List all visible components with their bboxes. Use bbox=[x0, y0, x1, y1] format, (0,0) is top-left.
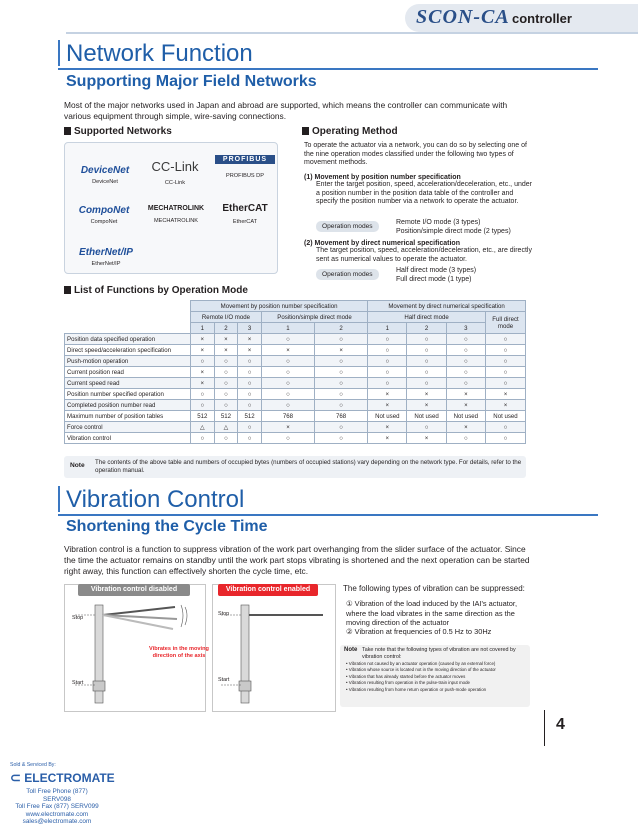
table-cell: ○ bbox=[446, 334, 485, 345]
table-cell: × bbox=[407, 433, 446, 444]
footer-web[interactable]: www.electromate.com bbox=[25, 810, 89, 818]
table-cell: × bbox=[486, 389, 526, 400]
method2-mode-b: Full direct mode (1 type) bbox=[396, 276, 472, 283]
footer-fax: Toll Free Fax (877) SERV099 bbox=[15, 803, 99, 811]
page-number: 4 bbox=[556, 716, 565, 733]
network-devicenet bbox=[75, 165, 135, 185]
footer-phone: Toll Free Phone (877) SERV098 bbox=[26, 788, 88, 803]
table-cell: × bbox=[446, 422, 485, 433]
row-label: Current position read bbox=[65, 367, 191, 378]
mode-number: 1 bbox=[191, 323, 215, 334]
section-bar bbox=[58, 486, 60, 512]
mechatrolink-logo: MECHATROLINK bbox=[147, 205, 205, 212]
method1-mode-b: Position/simple direct mode (2 types) bbox=[396, 228, 511, 235]
network-ethernetip bbox=[69, 247, 143, 267]
method1-mode-a: Remote I/O mode (3 types) bbox=[396, 219, 481, 226]
header-rule bbox=[66, 32, 638, 34]
table-cell: ○ bbox=[315, 389, 368, 400]
table-row bbox=[65, 345, 526, 356]
bullet-text: Vibration that has already started before the actuator moves bbox=[348, 673, 466, 679]
disabled-label: Vibration control disabled bbox=[78, 584, 190, 596]
network-mechatrolink bbox=[141, 205, 211, 224]
vibration-note-text: Take note that the following types of vibration are not covered by vibration control: bbox=[362, 647, 516, 660]
table-row bbox=[65, 334, 526, 345]
table-cell: ○ bbox=[238, 367, 262, 378]
table-cell: ○ bbox=[486, 367, 526, 378]
mode-number: 1 bbox=[368, 323, 407, 334]
table-cell: ○ bbox=[368, 367, 407, 378]
profibus-logo: PROFIBUS bbox=[215, 155, 275, 164]
table-cell: ○ bbox=[486, 422, 526, 433]
table-cell: ○ bbox=[368, 356, 407, 367]
profibus-label: PROFIBUS DP bbox=[226, 173, 264, 179]
footer-company: ELECTROMATE bbox=[24, 771, 115, 785]
table-cell: ○ bbox=[368, 334, 407, 345]
vibrates-label: Vibrates in the moving direction of the axis bbox=[149, 646, 209, 659]
table-cell: ○ bbox=[261, 356, 314, 367]
product-subtitle: controller bbox=[512, 11, 572, 26]
network-intro: Most of the major networks used in Japan and abroad are supported, which means the controller can communicate with various equipment through simple, wire-saving connections. bbox=[64, 100, 508, 121]
table-cell: ○ bbox=[191, 433, 215, 444]
table-cell: Not used bbox=[486, 411, 526, 422]
mode-number: 1 bbox=[261, 323, 314, 334]
table-cell: × bbox=[238, 345, 262, 356]
vibration-intro: Vibration control is a function to suppress vibration of the work part overhanging from the slider surface of the actuator. Since the time the actuator remains on standby until the work part stops vibrating is shortened and the next operation can be started right away, this function can effectively shorten the cycle time, etc. bbox=[64, 544, 530, 576]
table-cell: ○ bbox=[315, 400, 368, 411]
method2-title: (2) Movement by direct numerical specification bbox=[304, 240, 460, 247]
table-cell: × bbox=[486, 400, 526, 411]
bullet-text: Vibration resulting from home return operation or push-mode operation bbox=[348, 686, 487, 692]
table-cell: ○ bbox=[446, 356, 485, 367]
mode-remote-io: Remote I/O mode bbox=[191, 312, 262, 323]
bullet-dot-icon: • bbox=[346, 680, 349, 686]
table-cell: 512 bbox=[191, 411, 215, 422]
table-cell: ○ bbox=[261, 400, 314, 411]
table-cell: × bbox=[368, 400, 407, 411]
table-cell: Not used bbox=[368, 411, 407, 422]
table-cell: × bbox=[446, 389, 485, 400]
operating-intro: To operate the actuator via a network, you can do so by selecting one of the nine operation modes classified under the following two types of movement methods. bbox=[304, 142, 527, 167]
table-cell: △ bbox=[214, 422, 238, 433]
operating-method-heading: Operating Method bbox=[302, 126, 398, 137]
footer-sold-by: Sold & Serviced By: bbox=[10, 762, 56, 768]
product-logo: SCON-CA bbox=[416, 6, 510, 28]
table-cell: ○ bbox=[191, 389, 215, 400]
vibration-type-1: ① Vibration of the load induced by the IAI's actuator, where the load vibrates in the same direction as the moving direction of the actuator bbox=[346, 599, 518, 627]
bullet-text: Vibration not caused by an actuator operation (caused by an external force) bbox=[348, 661, 496, 666]
network-subtitle: Supporting Major Field Networks bbox=[66, 73, 317, 90]
vibration-types-heading: The following types of vibration can be suppressed: bbox=[343, 584, 525, 593]
method2-desc: The target position, speed, acceleration/deceleration, etc., are directly sent as numerical values to operate the actuator. bbox=[316, 247, 532, 263]
note-label: Note bbox=[70, 462, 85, 469]
company-swirl-icon: ⊂ bbox=[10, 770, 21, 785]
table-cell: ○ bbox=[238, 400, 262, 411]
table-cell: × bbox=[368, 389, 407, 400]
mode-number: 3 bbox=[238, 323, 262, 334]
componet-label: CompoNet bbox=[90, 219, 118, 225]
bullet-dot-icon: • bbox=[346, 673, 349, 679]
supported-networks-box bbox=[64, 142, 278, 274]
enabled-stop-label: Stop bbox=[218, 611, 230, 617]
table-cell: ○ bbox=[486, 345, 526, 356]
table-cell: ○ bbox=[315, 422, 368, 433]
section-rule bbox=[58, 68, 598, 70]
cclink-logo: CC-Link bbox=[151, 159, 199, 174]
section-bar bbox=[58, 40, 60, 66]
bullet-dot-icon: • bbox=[346, 661, 349, 666]
group-position-number: Movement by position number specification bbox=[191, 301, 368, 312]
table-row bbox=[65, 433, 526, 444]
table-cell: ○ bbox=[214, 433, 238, 444]
enabled-actuator-drawing bbox=[213, 585, 335, 711]
table-cell: 512 bbox=[238, 411, 262, 422]
row-label: Vibration control bbox=[65, 433, 191, 444]
table-cell: ○ bbox=[214, 356, 238, 367]
table-cell: ○ bbox=[191, 356, 215, 367]
table-cell: × bbox=[191, 334, 215, 345]
mode-half-direct: Half direct mode bbox=[368, 312, 486, 323]
method1-modes-pill: Operation modes bbox=[316, 221, 379, 232]
table-cell: × bbox=[315, 345, 368, 356]
ethercat-logo: EtherCAT bbox=[222, 203, 268, 214]
vibration-note-label: Note bbox=[344, 647, 358, 653]
table-cell: ○ bbox=[214, 378, 238, 389]
row-label: Maximum number of position tables bbox=[65, 411, 191, 422]
network-cclink bbox=[145, 159, 205, 186]
network-profibus bbox=[215, 155, 275, 179]
table-cell: Not used bbox=[407, 411, 446, 422]
table-cell: × bbox=[191, 378, 215, 389]
mode-number: 2 bbox=[315, 323, 368, 334]
page-header bbox=[0, 0, 638, 36]
row-label: Completed position number read bbox=[65, 400, 191, 411]
table-cell: × bbox=[191, 345, 215, 356]
table-cell: ○ bbox=[315, 334, 368, 345]
table-corner bbox=[65, 301, 191, 312]
table-cell: ○ bbox=[368, 345, 407, 356]
table-row bbox=[65, 378, 526, 389]
row-label: Push-motion operation bbox=[65, 356, 191, 367]
table-cell: ○ bbox=[238, 378, 262, 389]
table-row bbox=[65, 411, 526, 422]
functions-table bbox=[64, 300, 526, 444]
table-cell: ○ bbox=[446, 345, 485, 356]
mode-number: 2 bbox=[214, 323, 238, 334]
table-cell: ○ bbox=[407, 356, 446, 367]
table-cell: 768 bbox=[315, 411, 368, 422]
table-cell: △ bbox=[191, 422, 215, 433]
table-cell: ○ bbox=[446, 378, 485, 389]
table-cell: × bbox=[407, 400, 446, 411]
supported-networks-heading: Supported Networks bbox=[64, 126, 172, 137]
network-section-title: Network Function bbox=[66, 40, 253, 67]
table-cell: ○ bbox=[261, 378, 314, 389]
table-cell: ○ bbox=[315, 367, 368, 378]
functions-heading: List of Functions by Operation Mode bbox=[64, 285, 248, 296]
table-cell: ○ bbox=[446, 433, 485, 444]
table-cell: ○ bbox=[214, 389, 238, 400]
table-cell: ○ bbox=[407, 378, 446, 389]
vibration-bullet-list bbox=[346, 661, 532, 693]
vibration-subtitle: Shortening the Cycle Time bbox=[66, 518, 268, 535]
table-cell: ○ bbox=[261, 389, 314, 400]
devicenet-label: DeviceNet bbox=[92, 179, 118, 185]
method2-mode-a: Half direct mode (3 types) bbox=[396, 267, 477, 274]
table-cell: Not used bbox=[446, 411, 485, 422]
row-label: Current speed read bbox=[65, 378, 191, 389]
vibration-section-title: Vibration Control bbox=[66, 486, 245, 513]
table-cell: ○ bbox=[368, 378, 407, 389]
mode-position-simple: Position/simple direct mode bbox=[261, 312, 367, 323]
table-cell: × bbox=[368, 422, 407, 433]
table-cell: × bbox=[238, 334, 262, 345]
vibration-bullet bbox=[346, 687, 532, 693]
network-ethercat bbox=[215, 203, 275, 225]
table-cell: ○ bbox=[238, 389, 262, 400]
table-cell: ○ bbox=[261, 367, 314, 378]
table-cell: ○ bbox=[238, 433, 262, 444]
bullet-text: Vibration resulting from operation in the pulse-train input mode bbox=[348, 680, 470, 686]
table-cell: 512 bbox=[214, 411, 238, 422]
table-cell: ○ bbox=[315, 356, 368, 367]
bullet-text: Vibration whose source is located not in the moving direction of the actuator bbox=[348, 667, 496, 673]
table-cell: ○ bbox=[261, 334, 314, 345]
figure-enabled bbox=[212, 584, 336, 712]
mechatrolink-label: MECHATROLINK bbox=[153, 218, 199, 224]
table-cell: ○ bbox=[486, 433, 526, 444]
enabled-label: Vibration control enabled bbox=[218, 584, 318, 596]
bullet-dot-icon: • bbox=[346, 667, 349, 673]
table-cell: ○ bbox=[407, 334, 446, 345]
network-componet bbox=[71, 205, 137, 225]
disabled-start-label: Start bbox=[72, 680, 84, 686]
table-cell: ○ bbox=[238, 422, 262, 433]
table-cell: × bbox=[261, 422, 314, 433]
mode-number: 2 bbox=[407, 323, 446, 334]
table-cell: ○ bbox=[315, 378, 368, 389]
footer-email[interactable]: sales@electromate.com bbox=[22, 818, 92, 826]
ethercat-label: EtherCAT bbox=[232, 219, 258, 225]
mode-number: 3 bbox=[446, 323, 485, 334]
vibration-type-2: ② Vibration at frequencies of 0.5 Hz to 30Hz bbox=[346, 627, 492, 636]
table-cell: ○ bbox=[486, 334, 526, 345]
row-label: Position number specified operation bbox=[65, 389, 191, 400]
table-corner bbox=[65, 323, 191, 334]
table-cell: × bbox=[261, 345, 314, 356]
table-cell: ○ bbox=[486, 356, 526, 367]
table-cell: × bbox=[407, 389, 446, 400]
group-direct-numerical: Movement by direct numerical specification bbox=[368, 301, 526, 312]
table-cell: ○ bbox=[238, 356, 262, 367]
table-row bbox=[65, 356, 526, 367]
table-cell: × bbox=[446, 400, 485, 411]
method1-desc: Enter the target position, speed, acceleration/deceleration, etc., under a position number in the position data table of the controller and specify the position number via a network to operate the actuator. bbox=[316, 181, 532, 206]
enabled-start-label: Start bbox=[218, 677, 230, 683]
componet-logo: CompoNet bbox=[78, 205, 130, 216]
footer-company-logo bbox=[10, 770, 115, 786]
table-cell: ○ bbox=[446, 367, 485, 378]
devicenet-logo: DeviceNet bbox=[80, 165, 130, 176]
method1-title: (1) Movement by position number specification bbox=[304, 174, 461, 181]
table-corner bbox=[65, 312, 191, 323]
table-row bbox=[65, 389, 526, 400]
ethernetip-label: EtherNet/IP bbox=[91, 261, 121, 267]
section-rule bbox=[58, 514, 598, 516]
table-cell: × bbox=[191, 367, 215, 378]
table-row bbox=[65, 367, 526, 378]
table-cell: ○ bbox=[191, 400, 215, 411]
method2-modes-pill: Operation modes bbox=[316, 269, 379, 280]
table-cell: ○ bbox=[407, 345, 446, 356]
table-row bbox=[65, 400, 526, 411]
table-cell: ○ bbox=[407, 367, 446, 378]
table-cell: ○ bbox=[486, 378, 526, 389]
note-text: The contents of the above table and numbers of occupied bytes (numbers of occupied stations) vary depending on the network type. For details, refer to the operation manual. bbox=[95, 459, 522, 474]
cclink-label: CC-Link bbox=[164, 180, 186, 186]
table-cell: 768 bbox=[261, 411, 314, 422]
row-label: Force control bbox=[65, 422, 191, 433]
row-label: Position data specified operation bbox=[65, 334, 191, 345]
table-cell: ○ bbox=[407, 422, 446, 433]
table-cell: ○ bbox=[315, 433, 368, 444]
functions-note bbox=[64, 456, 526, 478]
table-cell: × bbox=[368, 433, 407, 444]
table-cell: ○ bbox=[214, 367, 238, 378]
row-label: Direct speed/acceleration specification bbox=[65, 345, 191, 356]
table-cell: × bbox=[214, 334, 238, 345]
ethernetip-logo: EtherNet/IP bbox=[79, 247, 133, 258]
page-number-rule bbox=[544, 710, 545, 746]
footer-contact bbox=[14, 788, 100, 826]
table-cell: × bbox=[214, 345, 238, 356]
table-row bbox=[65, 422, 526, 433]
disabled-stop-label: Stop bbox=[72, 615, 84, 621]
table-cell: ○ bbox=[261, 433, 314, 444]
bullet-dot-icon: • bbox=[346, 686, 349, 692]
table-cell: ○ bbox=[214, 400, 238, 411]
mode-full-direct: Full direct mode bbox=[486, 312, 526, 334]
